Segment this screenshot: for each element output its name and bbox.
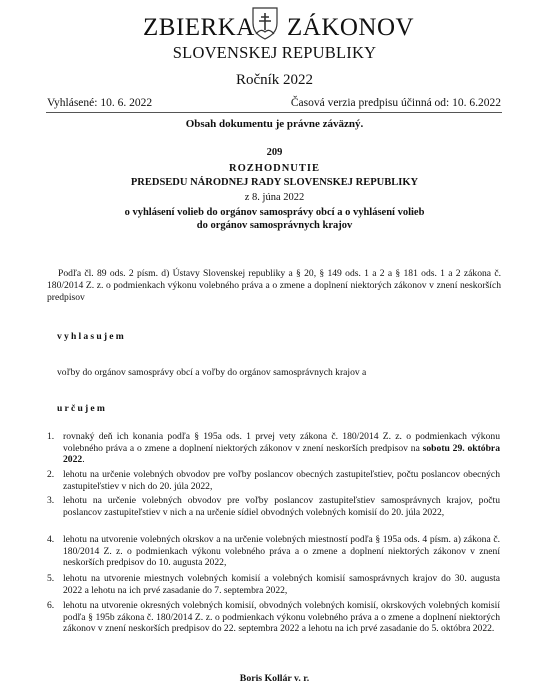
- list-item: [34, 495, 500, 518]
- gazette-year: Ročník 2022: [235, 72, 314, 88]
- header-divider: [46, 112, 502, 113]
- list-item-text: lehotu na určenie volebných obvodov pre voľby poslancov zastupiteľstiev samosprávnych krajov, počtu poslancov zastupiteľstiev v nich a na určenie sídiel obvodných volebných komisií do 20. júla 2022,: [63, 495, 500, 518]
- document-number: 209: [266, 147, 283, 158]
- gazette-title-right: ZÁKONOV: [287, 14, 415, 41]
- document-title-line1: o vyhlásení volieb do orgánov samosprávy obcí a o vyhlásení volieb: [124, 207, 425, 218]
- list-item-number: 3.: [47, 495, 55, 506]
- signature: Boris Kollár v. r.: [239, 673, 310, 684]
- list-item-text: lehotu na určenie volebných obvodov pre voľby poslancov obecných zastupiteľstiev, počtu poslancov obecných zastupiteľstiev v nich do 20. júla 2022,: [63, 469, 500, 492]
- list-item: [34, 534, 500, 569]
- list-item-number: 2.: [47, 469, 55, 480]
- list-item: [34, 431, 500, 466]
- list-item-text: lehotu na utvorenie volebných okrskov a na určenie volebných miestností podľa § 195a ods. 4 písm. a) zákona č. 180/2014 Z. z. o podmienkach výkonu volebného práva a o zmene a doplnení niektorých zákonov v znení neskorších predpisov do 10. augusta 2022,: [63, 534, 500, 569]
- preamble: Podľa čl. 89 ods. 2 písm. d) Ústavy Slovenskej republiky a § 20, § 149 ods. 1 a 2 a § 181 ods. 1 a 2 zákona č. 180/2014 Z. z. o podmienkach výkonu volebného práva a o zmene a doplnení niektorých zákonov v znení neskorších predpisov: [47, 268, 501, 303]
- binding-note: Obsah dokumentu je právne záväzný.: [185, 118, 364, 130]
- document-type: ROZHODNUTIE: [229, 163, 320, 174]
- gazette-subtitle: SLOVENSKEJ REPUBLIKY: [172, 43, 377, 62]
- list-item-number: 5.: [47, 573, 55, 584]
- list-item-text: lehotu na utvorenie miestnych volebných komisií a volebných komisií samosprávnych krajov do 30. augusta 2022 a lehotu na ich prvé zasadanie do 7. septembra 2022,: [63, 573, 500, 596]
- list-item: [34, 573, 500, 596]
- effective-date: Časová verzia predpisu účinná od: 10. 6.2022: [290, 97, 501, 109]
- list-item-text: lehotu na utvorenie okresných volebných komisií, obvodných volebných komisií, okrskových volebných komisií podľa § 195b zákona č. 180/2014 Z. z. o podmienkach výkonu volebného práva a o zmene a doplnení niektorých zákonov v znení neskorších predpisov do 22. septembra 2022 a lehotu na ich prvé zasadanie do 5. októbra 2022.: [63, 600, 500, 635]
- list-item-number: 1.: [47, 431, 55, 442]
- election-date: sobotu 29. októbra 2022: [63, 442, 500, 466]
- determine-heading: určujem: [57, 403, 108, 414]
- published-date: Vyhlásené: 10. 6. 2022: [47, 97, 153, 109]
- document-date: z 8. júna 2022: [244, 192, 305, 203]
- document-issuer: PREDSEDU NÁRODNEJ RADY SLOVENSKEJ REPUBLIKY: [130, 177, 419, 188]
- list-item-number: 6.: [47, 600, 55, 611]
- document-title-line2: do orgánov samosprávnych krajov: [196, 220, 353, 231]
- list-item: [34, 600, 500, 635]
- gazette-title-left: ZBIERKA: [143, 14, 255, 41]
- proclaim-text: voľby do orgánov samosprávy obcí a voľby do orgánov samosprávnych krajov a: [57, 367, 367, 378]
- list-item: [34, 469, 500, 492]
- list-item-number: 4.: [47, 534, 55, 545]
- coat-of-arms-icon: [251, 6, 279, 47]
- list-item-text: rovnaký deň ich konania podľa § 195a ods. 1 prvej vety zákona č. 180/2014 Z. z. o podmienkach výkonu volebného práva a o zmene a doplnení niektorých zákonov v znení neskorších predpisov na: [63, 431, 500, 454]
- proclaim-heading: vyhlasujem: [57, 331, 126, 342]
- list-item-tail: .: [82, 454, 85, 466]
